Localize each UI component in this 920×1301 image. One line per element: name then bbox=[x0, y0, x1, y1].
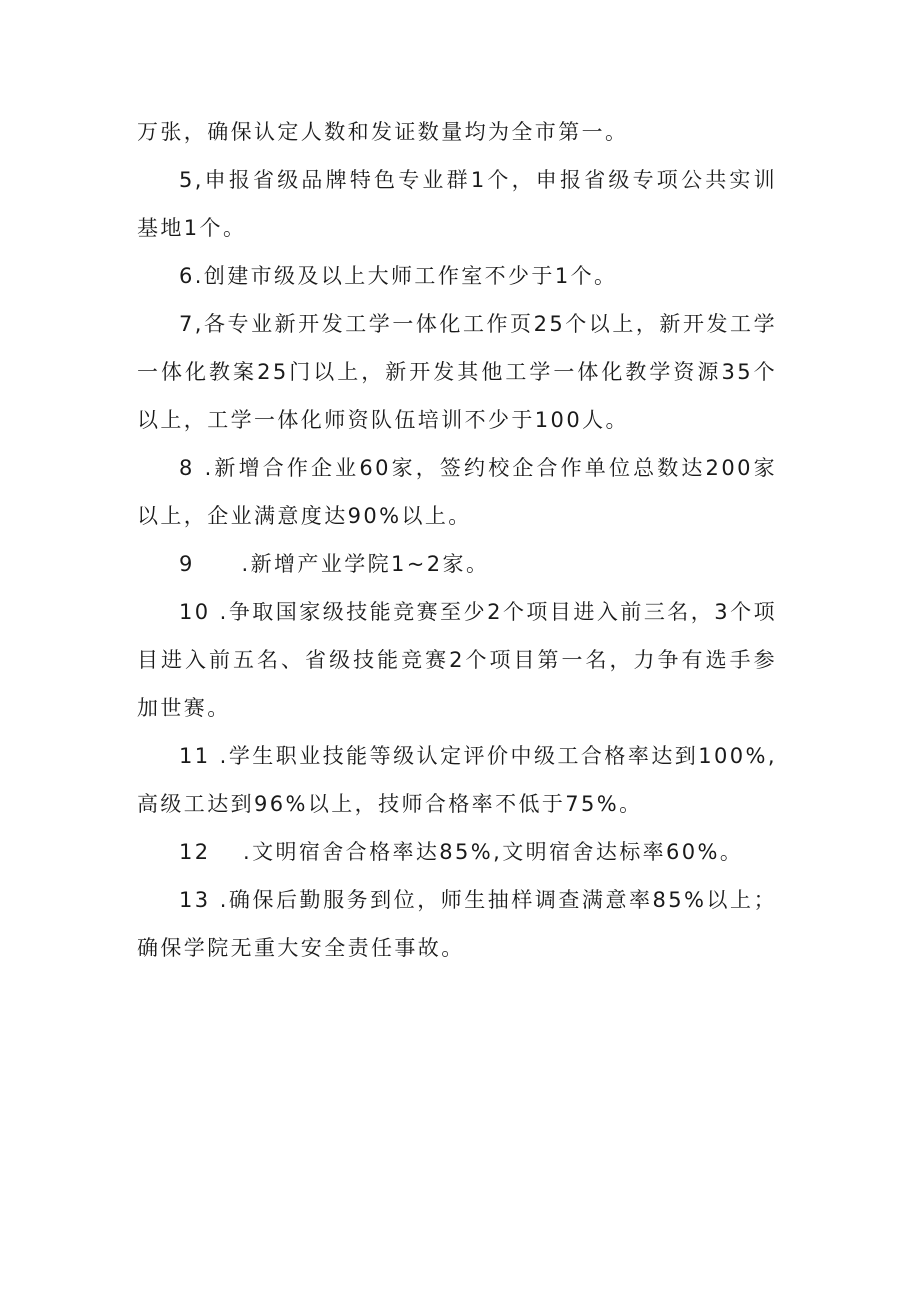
paragraph-item-12: 12 .文明宿舍合格率达85%,文明宿舍达标率60%。 bbox=[179, 840, 744, 864]
paragraph-item-11: 11 .学生职业技能等级认定评价中级工合格率达到100%,高级工达到96%以上，技师合格率不低于75%。 bbox=[137, 744, 777, 816]
paragraph-item-13: 13 .确保后勤服务到位，师生抽样调查满意率85%以上；确保学院无重大安全责任事故。 bbox=[137, 888, 777, 960]
paragraph-item-5: 5,申报省级品牌特色专业群1个，申报省级专项公共实训基地1个。 bbox=[137, 168, 777, 240]
paragraph-item-6: 6.创建市级及以上大师工作室不少于1个。 bbox=[179, 264, 618, 288]
paragraph-item-7: 7,各专业新开发工学一体化工作页25个以上，新开发工学一体化教案25门以上，新开发其他工学一体化教学资源35个以上，工学一体化师资队伍培训不少于100人。 bbox=[137, 312, 777, 432]
paragraph-item-9: 9 .新增产业学院1~2家。 bbox=[179, 552, 490, 576]
paragraph-continuation: 万张，确保认定人数和发证数量均为全市第一。 bbox=[137, 120, 629, 144]
document-body bbox=[137, 108, 777, 972]
paragraph-item-10: 10 .争取国家级技能竞赛至少2个项目进入前三名，3个项目进入前五名、省级技能竞赛2个项目第一名，力争有选手参加世赛。 bbox=[137, 600, 777, 720]
paragraph-item-8: 8 .新增合作企业60家，签约校企合作单位总数达200家以上，企业满意度达90%以上。 bbox=[137, 456, 777, 528]
